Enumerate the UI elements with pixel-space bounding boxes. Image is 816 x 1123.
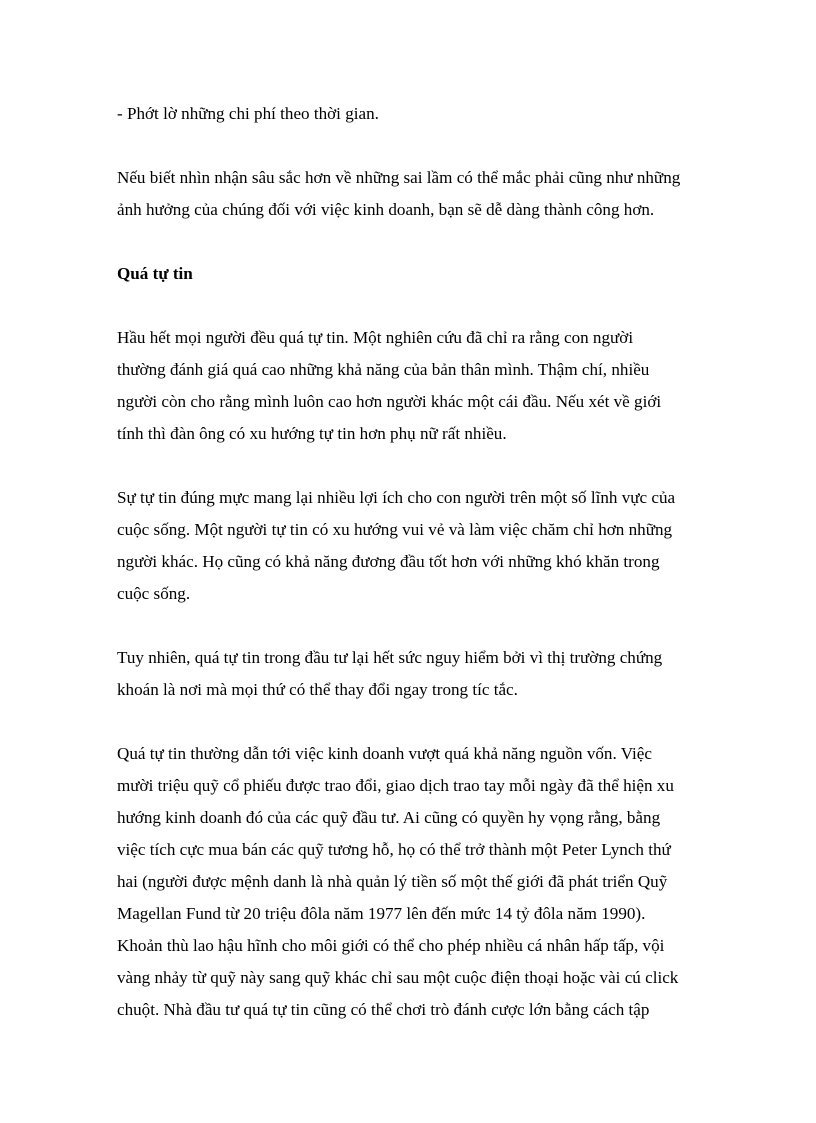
- text-line: người còn cho rằng mình luôn cao hơn người khác một cái đầu. Nếu xét về giới: [117, 392, 662, 411]
- text-line: khoán là nơi mà mọi thứ có thể thay đổi ngay trong tíc tắc.: [117, 680, 518, 699]
- document-body: [117, 98, 717, 1058]
- text-line: tính thì đàn ông có xu hướng tự tin hơn phụ nữ rất nhiều.: [117, 424, 507, 443]
- section-heading: [117, 258, 717, 290]
- text-line: Tuy nhiên, quá tự tin trong đầu tư lại hết sức nguy hiểm bởi vì thị trường chứng: [117, 648, 663, 667]
- text-line: Sự tự tin đúng mực mang lại nhiều lợi ích cho con người trên một số lĩnh vực của: [117, 488, 676, 507]
- heading-text: Quá tự tin: [117, 264, 193, 283]
- text-line: cuộc sống. Một người tự tin có xu hướng vui vẻ và làm việc chăm chỉ hơn những: [117, 520, 673, 539]
- paragraph: [117, 162, 717, 226]
- text-line: Quá tự tin thường dẫn tới việc kinh doanh vượt quá khả năng nguồn vốn. Việc: [117, 744, 652, 763]
- text-line: hai (người được mệnh danh là nhà quản lý tiền số một thế giới đã phát triển Quỹ: [117, 872, 668, 891]
- paragraph: [117, 322, 717, 450]
- text-line: vàng nhảy từ quỹ này sang quỹ khác chỉ sau một cuộc điện thoại hoặc vài cú click: [117, 968, 679, 987]
- paragraph: [117, 98, 717, 130]
- text-line: Khoản thù lao hậu hĩnh cho môi giới có thể cho phép nhiều cá nhân hấp tấp, vội: [117, 936, 665, 955]
- paragraph: [117, 482, 717, 610]
- text-line: cuộc sống.: [117, 584, 191, 603]
- text-line: hướng kinh doanh đó của các quỹ đầu tư. Ai cũng có quyền hy vọng rằng, bằng: [117, 808, 661, 827]
- text-line: - Phớt lờ những chi phí theo thời gian.: [117, 104, 379, 123]
- text-line: ảnh hưởng của chúng đối với việc kinh doanh, bạn sẽ dễ dàng thành công hơn.: [117, 200, 655, 219]
- text-line: Magellan Fund từ 20 triệu đôla năm 1977 lên đến mức 14 tỷ đôla năm 1990).: [117, 904, 646, 923]
- text-line: Nếu biết nhìn nhận sâu sắc hơn về những sai lầm có thể mắc phải cũng như những: [117, 168, 681, 187]
- text-line: thường đánh giá quá cao những khả năng của bản thân mình. Thậm chí, nhiều: [117, 360, 650, 379]
- paragraph: [117, 738, 717, 1026]
- text-line: việc tích cực mua bán các quỹ tương hỗ, họ có thể trở thành một Peter Lynch thứ: [117, 840, 671, 859]
- text-line: người khác. Họ cũng có khả năng đương đầu tốt hơn với những khó khăn trong: [117, 552, 660, 571]
- text-line: Hầu hết mọi người đều quá tự tin. Một nghiên cứu đã chỉ ra rằng con người: [117, 328, 634, 347]
- text-line: chuột. Nhà đầu tư quá tự tin cũng có thể chơi trò đánh cược lớn bằng cách tập: [117, 1000, 650, 1019]
- paragraph: [117, 642, 717, 706]
- text-line: mười triệu quỹ cổ phiếu được trao đổi, giao dịch trao tay mỗi ngày đã thể hiện xu: [117, 776, 674, 795]
